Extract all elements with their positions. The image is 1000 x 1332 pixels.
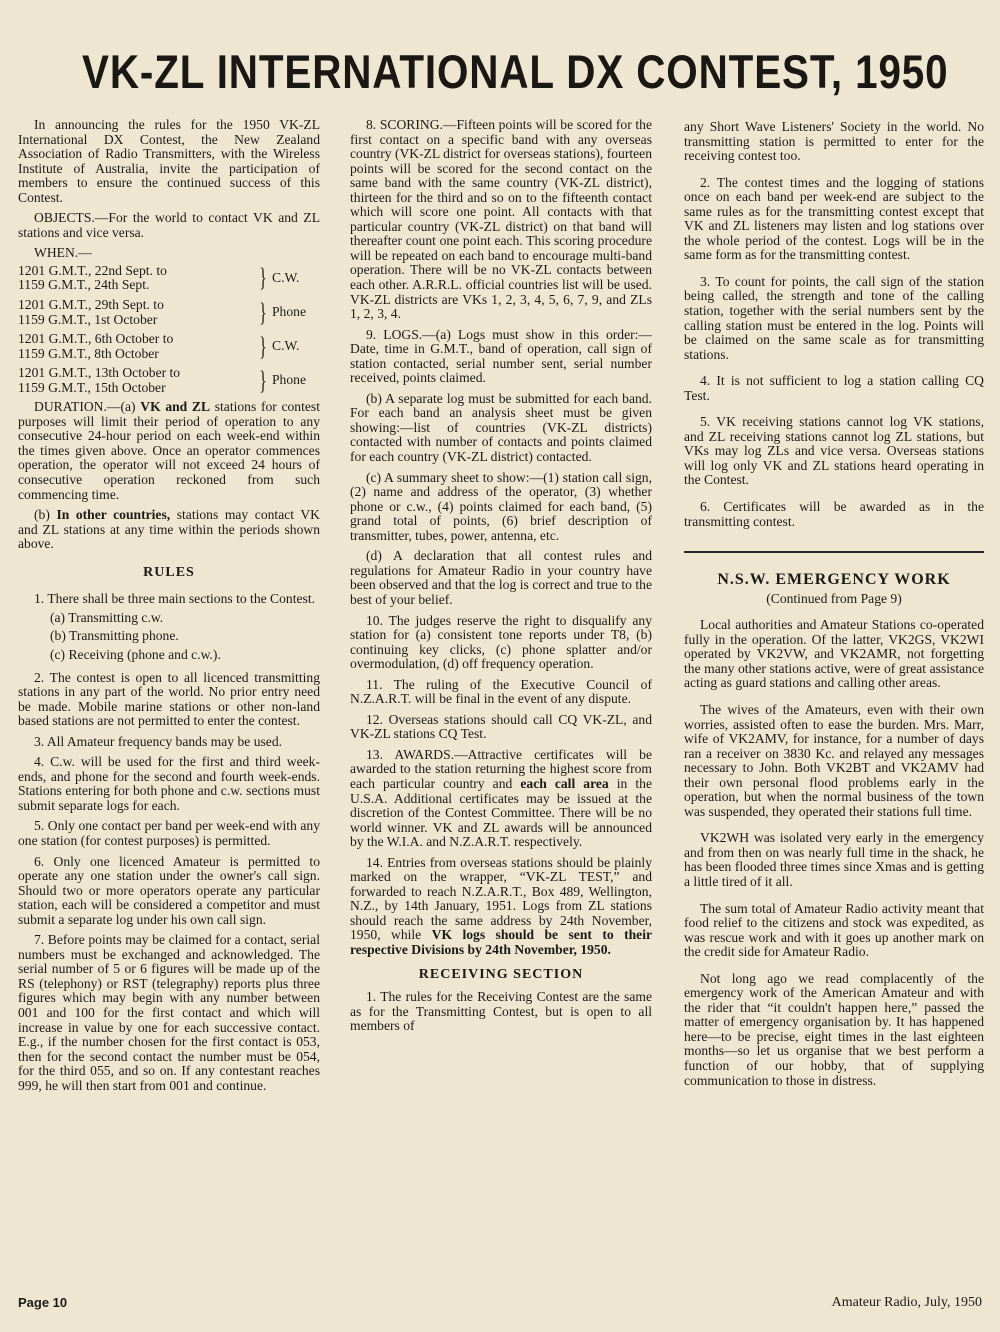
- brace-icon: }: [259, 263, 267, 293]
- rule-1-item: (c) Receiving (phone and c.w.).: [50, 646, 221, 662]
- nsw-paragraph: VK2WH was isolated very early in the emergency and from then on was nearly full time in the shack, he has been flooded three times since Xmas and is getting a little tired of it all.: [684, 830, 984, 889]
- schedule-end: 1159 G.M.T., 15th October: [18, 379, 166, 395]
- publication-info: Amateur Radio, July, 1950: [831, 1295, 982, 1310]
- rule-5: 5. Only one contact per band per week-end with any one station (for contest purposes) is permitted.: [18, 818, 320, 848]
- schedule-row: [18, 264, 320, 293]
- schedule-mode: Phone: [272, 372, 306, 388]
- duration-b-paragraph: (b) In other countries, stations may contact VK and ZL stations at any time within the periods shown above.: [18, 507, 320, 552]
- column-3: [684, 120, 984, 1094]
- rule-10: 10. The judges reserve the right to disqualify any station for (a) consistent tone reports under T8, (b) continuing key clicks, (c) phone splatter and/or overmodulation, (d) off frequency operation.: [350, 612, 652, 672]
- page-title: VK-ZL INTERNATIONAL DX CONTEST, 1950: [82, 45, 949, 98]
- section-divider: [684, 551, 984, 553]
- column-1: [18, 118, 320, 1099]
- schedule-row: [18, 366, 320, 395]
- schedule-times: [18, 298, 254, 327]
- rule-11: 11. The ruling of the Executive Council of N.Z.A.R.T. will be final in the event of any dispute.: [350, 676, 652, 707]
- rule-2: 2. The contest is open to all licenced transmitting stations in any part of the world. No prior entry need be made. Mobile marine stations or other non-land based stations are not permitted to enter the contest.: [18, 669, 320, 729]
- receiving-rule-2: 2. The contest times and the logging of stations once on each band per week-end are subject to the same rules as for the transmitting contest except that VK and ZL listeners may listen and log stations over the whole period of the contest. Logs will be in the same form as for the transmitting contest.: [684, 174, 984, 263]
- rule-1: 1. There shall be three main sections to the Contest.: [34, 591, 315, 607]
- rule-9-logs-d: (d) A declaration that all contest rules and regulations for Amateur Radio in your country have been observed and that the log is correct and true to the best of your belief.: [350, 548, 652, 607]
- schedule-mode: C.W.: [272, 270, 300, 286]
- brace-icon: }: [259, 365, 267, 395]
- page-number: Page 10: [18, 1295, 68, 1310]
- rule-7: 7. Before points may be claimed for a contact, serial numbers must be exchanged and acknowledged. The serial number of 5 or 6 figures will be made up of the RS (telephony) or RST (telegraphy) reports plus three figures which may begin with any number between 001 and 100 for the first contact and which will increase in value by one for each successive contact. E.g., if the number chosen for the first contact is 053, then for the second contact the number must be 054, for the third 055, and so on. If any contestant reaches 999, he will then start from 001 and continue.: [18, 932, 320, 1093]
- schedule-start: 1201 G.M.T., 29th Sept. to: [18, 297, 164, 313]
- schedule-start: 1201 G.M.T., 22nd Sept. to: [18, 262, 167, 278]
- rule-9-logs-c: (c) A summary sheet to show:—(1) station call sign, (2) name and address of the operator, (3) whether phone or c.w., (4) points claimed for each band, (5) grand total of points, (6) brief description of transmitter, tubes, power, antenna, etc.: [350, 469, 652, 543]
- schedule-start: 1201 G.M.T., 13th October to: [18, 365, 181, 381]
- brace-icon: }: [259, 331, 267, 361]
- nsw-continued-note: (Continued from Page 9): [766, 590, 902, 606]
- rule-13-awards: 13. AWARDS.—Attractive certificates will be awarded to the station returning the highest score from each particular country and each call area in the U.S.A. Additional certificates may be issued at the discretion of the Contest Committee. There will be no world winner. VK and ZL awards will be announced by the W.I.A. and N.Z.A.R.T. respectively.: [350, 746, 652, 850]
- rule-8-scoring: 8. SCORING.—Fifteen points will be scored for the first contact on a specific band with any overseas country (VK-ZL district for overseas stations), fourteen points will be scored for the second contact on the same band with the same country (VK-ZL district), thirteen for the third and so on to the fifteenth contact which will score one point. All contacts with that particular country (VK-ZL district) on that band will thereafter count one point each. This scoring procedure will be repeated on each band to encourage multi-band operation. There will be no VK-ZL contacts between each other. A.R.R.L. official countries list will be used. VK-ZL districts are VKs 1, 2, 3, 4, 5, 6, 7, 9, and ZLs 1, 2, 3, 4.: [350, 117, 652, 322]
- nsw-paragraph: The sum total of Amateur Radio activity meant that food relief to the citizens and stock was expedited, as was rescue work and with it goes up another mark on the credit side for Amateur Radio.: [684, 900, 984, 960]
- schedule-row: [18, 332, 320, 361]
- rule-4: 4. C.w. will be used for the first and third week-ends, and phone for the second and fourth week-ends. Stations entering for both phone and c.w. sections must submit separate logs for each.: [18, 754, 320, 813]
- rule-14-entries: 14. Entries from overseas stations should be plainly marked on the wrapper, “VK-ZL TEST,” and forwarded to reach N.Z.A.R.T., Box 489, Wellington, N.Z., by 14th January, 1951. Logs from ZL stations should reach the same address by 24th November, 1950, while VK logs should be sent to their respective Divisions by 24th November, 1950.: [350, 854, 653, 957]
- schedule-row: [18, 298, 320, 327]
- schedule-start: 1201 G.M.T., 6th October to: [18, 331, 174, 347]
- rule-9-logs-b: (b) A separate log must be submitted for each band. For each band an analysis sheet must be given showing:—list of countries (VK-ZL districts) contacted with number of contacts and points claimed for each country (VK-ZL district) contacted.: [350, 390, 652, 465]
- schedule-times: [18, 332, 254, 361]
- schedule-mode: Phone: [272, 304, 306, 320]
- receiving-rule-6: 6. Certificates will be awarded as in the transmitting contest.: [684, 499, 984, 529]
- receiving-rule-5: 5. VK receiving stations cannot log VK stations, and ZL receiving stations cannot log ZL stations, but VKs may log ZLs and vice versa. Overseas stations will log only VK and ZL stations heard operating in the Contest.: [684, 414, 984, 488]
- nsw-paragraph: Not long ago we read complacently of the emergency work of the American Amateur and with the rider that “it couldn't happen here,” passed the matter of emergency organisation by. It has happened here—to be precise, eight times in the last eighteen months—so let us organise that we best perform a function of our hobby, that of supplying communication to those in distress.: [684, 970, 984, 1088]
- when-label: WHEN.—: [34, 245, 92, 261]
- rule-1-item: (a) Transmitting c.w.: [50, 609, 164, 625]
- nsw-paragraph: The wives of the Amateurs, even with their own worries, assisted often to ease the burden. Mrs. Marr, wife of VK2AMV, for instance, for a number of days ran a receiver on 3830 Kc. and relayed any messages necessary to John. Both VK2BT and VK2AMV had their own personal flood problems early in the operation, but when the normal business of the town was suspended, they operated their stations full time.: [684, 701, 984, 819]
- schedule-end: 1159 G.M.T., 1st October: [18, 311, 158, 327]
- rules-heading: RULES: [143, 564, 195, 580]
- column-2: [350, 118, 652, 1040]
- contest-schedule: [18, 264, 320, 395]
- schedule-mode: C.W.: [272, 338, 300, 354]
- receiving-section-heading: RECEIVING SECTION: [418, 966, 584, 982]
- receiving-rule-3: 3. To count for points, the call sign of the station being called, the strength and tone of the calling station, together with the serial numbers sent by the calling station must be entered in the log. Points will be claimed on the same scale as for transmitting stations.: [684, 273, 984, 362]
- receiving-rule-4: 4. It is not sufficient to log a station calling CQ Test.: [684, 373, 984, 403]
- duration-a-paragraph: DURATION.—(a) VK and ZL stations for contest purposes will limit their period of operation to any consecutive 24-hour period on each week-end within the times given above. Once an operator commences operation, the operator will not exceed 24 hours of consecutive operation reckoned from such commencing time.: [18, 399, 320, 502]
- brace-icon: }: [259, 297, 267, 327]
- objects-paragraph: OBJECTS.—For the world to contact VK and ZL stations and vice versa.: [18, 210, 320, 240]
- nsw-paragraph: Local authorities and Amateur Stations co-operated fully in the operation. Of the latter, VK2GS, VK2WI operated by VK2VW, and VK2AMR, not forgetting the many other stations active, were of great assistance acting as guard stations and calling other areas.: [684, 617, 984, 691]
- schedule-times: [18, 366, 254, 395]
- receiving-rule-1-continued: any Short Wave Listeners' Society in the world. No transmitting station is permitted to enter for the receiving contest too.: [684, 119, 984, 164]
- schedule-end: 1159 G.M.T., 24th Sept.: [18, 277, 150, 293]
- rule-9-logs-a: 9. LOGS.—(a) Logs must show in this order:—Date, time in G.M.T., band of operation, call sign of station contacted, serial number sent, serial number received, points claimed.: [350, 326, 652, 386]
- nsw-heading: N.S.W. EMERGENCY WORK: [717, 571, 951, 589]
- rule-12: 12. Overseas stations should call CQ VK-ZL, and VK-ZL stations CQ Test.: [350, 711, 652, 742]
- schedule-times: [18, 264, 254, 293]
- receiving-rule-1: 1. The rules for the Receiving Contest are the same as for the Transmitting Contest, but is open to all members of: [350, 989, 652, 1034]
- rule-6: 6. Only one licenced Amateur is permitted to operate any one station under the owner's call sign. Should two or more operators operate any particular station, each will be considered a competitor and must submit a separate log under his own call sign.: [18, 853, 320, 927]
- rule-3: 3. All Amateur frequency bands may be used.: [34, 733, 283, 749]
- schedule-end: 1159 G.M.T., 8th October: [18, 345, 159, 361]
- intro-paragraph: In announcing the rules for the 1950 VK-ZL International DX Contest, the New Zealand Association of Radio Transmitters, with the Wireless Institute of Australia, invite the participation of members to ensure the continued success of this Contest.: [18, 117, 320, 205]
- rule-1-item: (b) Transmitting phone.: [50, 628, 179, 644]
